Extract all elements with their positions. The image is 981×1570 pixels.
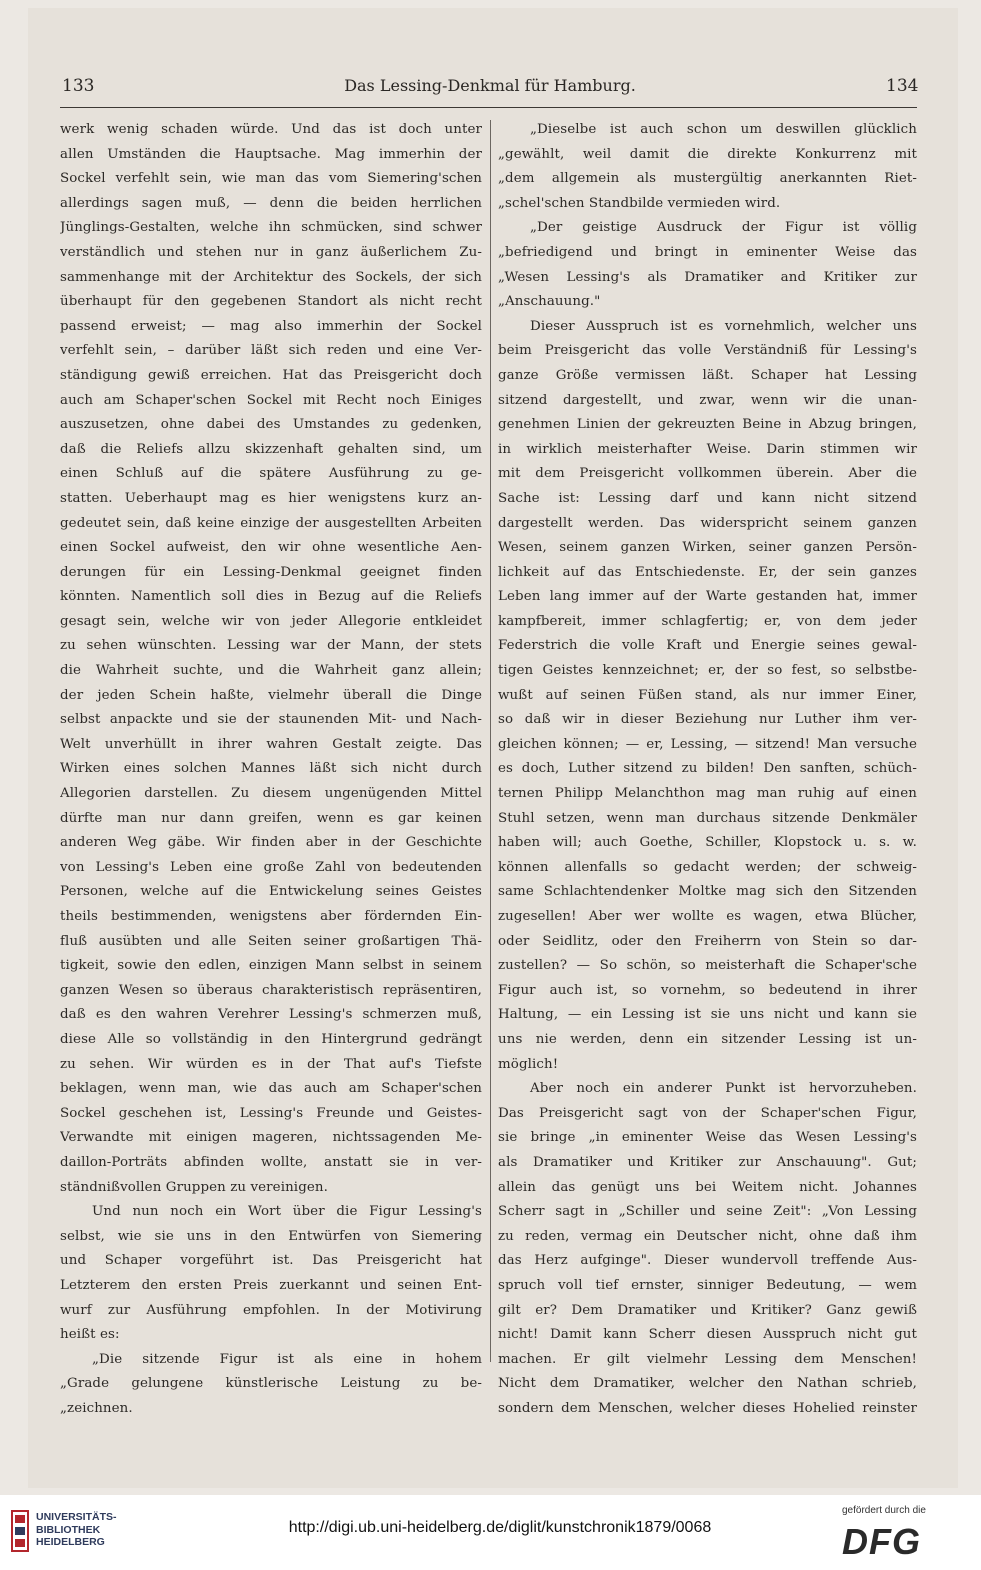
- right-column-line: wußt auf seinen Füßen stand, als nur immer Einer,: [498, 687, 917, 703]
- right-column-line: sitzend dargestellt, und zwar, wenn wir die unan-: [498, 392, 917, 408]
- left-column-line: beklagen, wenn man, wie das auch am Schaper'schen: [60, 1081, 482, 1097]
- right-column-line: Scherr sagt in „Schiller und seine Zeit": „Von Lessing: [498, 1204, 917, 1220]
- university-logo-icon: [10, 1509, 30, 1553]
- right-column-line: Wesen, seinem ganzen Wirken, seiner ganzen Persön-: [498, 540, 917, 556]
- right-column-line: gleichen können; — er, Lessing, — sitzend! Man versuche: [498, 736, 917, 752]
- left-column-line: diese Alle so vollständig in den Hintergrund gedrängt: [60, 1031, 482, 1047]
- left-column-line: der jeden Schein haßte, vielmehr überall die Dinge: [60, 687, 482, 703]
- right-column-line: lichkeit auf das Entschiedenste. Er, der sein ganzes: [498, 564, 917, 580]
- library-name-line: UNIVERSITÄTS-: [36, 1511, 117, 1523]
- right-column-line: Dieser Ausspruch ist es vornehmlich, welcher uns: [530, 318, 917, 334]
- dfg-logo: DFG: [842, 1521, 921, 1562]
- left-column: [60, 118, 482, 1421]
- right-column-line: „befriedigend und bringt in eminenter Weise das: [498, 244, 917, 260]
- left-column-line: Verwandte mit einigen mageren, nichtssagenden Me-: [60, 1130, 482, 1146]
- left-column-line: Sockel geschehen ist, Lessing's Freunde und Geistes-: [60, 1105, 482, 1121]
- right-column-line: uns nie werden, denn ein sitzender Lessing ist un-: [498, 1031, 917, 1047]
- right-column-line: Federstrich die volle Kraft und Energie seines gewal-: [498, 638, 917, 654]
- left-column-line: derungen für ein Lessing-Denkmal geeignet finden: [60, 564, 482, 580]
- left-column-line: und Schaper vorgeführt ist. Das Preisgericht hat: [60, 1253, 482, 1269]
- header-rule: [60, 107, 917, 108]
- right-column-line: sie bringe „in eminenter Weise das Wesen Lessing's: [498, 1130, 917, 1146]
- right-column-line: es doch, Luther sitzend zu bilden! Den sanften, schüch-: [498, 761, 917, 777]
- right-column-line: spruch voll tief ernster, sinniger Bedeutung, — wem: [498, 1277, 917, 1293]
- right-column-line: „dem allgemein als mustergültig anerkannten Riet-: [498, 171, 917, 187]
- right-column-line: „schel'schen Standbilde vermieden wird.: [498, 195, 781, 211]
- left-column-line: ganzen Wesen so überaus charakteristisch repräsentiren,: [60, 982, 482, 998]
- left-column-line: tigkeit, sowie den edlen, einzigen Mann selbst in seinem: [60, 958, 482, 974]
- funding-caption: gefördert durch die: [842, 1505, 926, 1516]
- right-column-line: möglich!: [498, 1056, 559, 1072]
- right-column-line: machen. Er gilt vielmehr Lessing dem Menschen!: [498, 1351, 917, 1367]
- left-column-line: könnten. Namentlich soll dies in Bezug auf die Reliefs: [60, 589, 482, 605]
- right-column-line: „gewählt, weil damit die direkte Konkurrenz mit: [498, 146, 917, 162]
- library-name-line: BIBLIOTHEK: [36, 1523, 101, 1536]
- left-column-line: Letzterem den ersten Preis zuerkannt und seinen Ent-: [60, 1277, 482, 1293]
- right-column-line: „Anschauung.": [498, 294, 601, 310]
- left-column-line: passend erweist; — mag also immerhin der Sockel: [60, 318, 482, 334]
- right-column-line: mit dem Preisgericht vollkommen überein. Aber die: [498, 466, 917, 482]
- left-column-line: zu sehen. Wir würden es in der That auf's Tiefste: [60, 1056, 482, 1072]
- left-column-line: auch am Schaper'schen Sockel mit Recht noch Einiges: [60, 392, 482, 408]
- right-column-line: können allenfalls so gedacht werden; der schweig-: [498, 859, 917, 875]
- left-column-line: theils bestimmenden, wenigstens aber fördernden Ein-: [60, 909, 482, 924]
- left-column-line: statten. Ueberhaupt mag es hier wenigstens kurz an-: [60, 490, 482, 506]
- left-column-line: heißt es:: [60, 1327, 120, 1343]
- source-url-link[interactable]: http://digi.ub.uni-heidelberg.de/diglit/kunstchronik1879/0068: [288, 1519, 712, 1536]
- right-column-line: allein das genügt uns bei Weitem nicht. Johannes: [498, 1179, 917, 1195]
- right-column-line: nicht! Damit kann Scherr diesen Ausspruch nicht gut: [498, 1327, 917, 1343]
- left-column-line: ständigung gewiß erreichen. Hat das Preisgericht doch: [60, 367, 482, 383]
- left-column-line: gedeutet sein, daß keine einzige der ausgestellten Arbeiten: [60, 515, 482, 531]
- right-column-line: ganze Größe vermissen läßt. Schaper hat Lessing: [498, 367, 917, 383]
- right-column-line: oder Seidlitz, oder den Freiherrn von Stein so dar-: [498, 933, 917, 949]
- left-column-line: überhaupt für den gegebenen Standort als nicht recht: [60, 294, 482, 310]
- running-title: Das Lessing-Denkmal für Hamburg.: [344, 76, 636, 95]
- left-column-line: Jünglings-Gestalten, welche ihn schmücken, sind schwer: [60, 220, 482, 236]
- right-column-line: zugesellen! Aber wer wollte es wagen, etwa Blücher,: [498, 909, 917, 924]
- right-column-line: „Wesen Lessing's als Dramatiker and Kritiker zur: [498, 269, 917, 285]
- left-column-line: Und nun noch ein Wort über die Figur Lessing's: [92, 1204, 482, 1220]
- left-column-line: einen Schluß auf die spätere Ausführung zu ge-: [60, 466, 482, 482]
- column-divider: [490, 120, 491, 1362]
- page-number-left: 133: [62, 76, 95, 96]
- right-column-line: dargestellt werden. Das widerspricht seinem ganzen: [498, 515, 917, 531]
- left-column-line: verfehlt sein, – darüber läßt sich reden und eine Ver-: [60, 343, 482, 359]
- left-column-line: von Lessing's Leben eine große Zahl von bedeutenden: [60, 859, 482, 875]
- left-column-line: Personen, welche auf die Entwickelung seines Geistes: [60, 884, 482, 900]
- left-column-line: verständlich und stehen nur in ganz äußerlichem Zu-: [60, 244, 482, 260]
- right-column-line: Stuhl setzen, wenn man durchaus sitzende Denkmäler: [498, 810, 917, 826]
- right-column-line: sondern dem Menschen, welcher dieses Hohelied reinster: [498, 1400, 917, 1416]
- right-column-line: genehmen Linien der gekreuzten Beine in Abzug bringen,: [498, 417, 917, 433]
- left-column-line: zu sehen wünschten. Lessing war der Mann, der stets: [60, 638, 482, 654]
- left-column-line: Allegorien darstellen. Zu diesem ungenügenden Mittel: [60, 786, 482, 802]
- right-column-line: Haltung, — ein Lessing ist sie uns nicht und kann sie: [498, 1007, 917, 1023]
- left-column-line: sammenhange mit der Architektur des Sockels, der sich: [60, 269, 482, 285]
- right-column-line: das Herz aufginge". Dieser wundervoll treffende Aus-: [498, 1253, 917, 1269]
- right-column-line: gilt er? Dem Dramatiker und Kritiker? Ganz gewiß: [498, 1302, 917, 1318]
- left-column-line: selbst anpackte und sie der staunenden Mit- und Nach-: [60, 712, 482, 728]
- right-column-line: same Schlachtendenker Moltke mag sich den Sitzenden: [498, 884, 917, 900]
- right-column: [498, 118, 917, 1421]
- left-column-line: „zeichnen.: [60, 1400, 133, 1416]
- right-column-line: ternen Philipp Melanchthon mag man ruhig auf einen: [498, 786, 917, 802]
- left-column-line: die Wahrheit suchte, und die Wahrheit ganz allein;: [60, 663, 482, 679]
- right-column-line: als Dramatiker und Kritiker zur Anschauung". Gut;: [498, 1154, 917, 1170]
- right-column-line: so daß wir in dieser Beziehung nur Luther ihm ver-: [498, 712, 917, 728]
- left-column-line: dürfte man nur dann greifen, wenn es gar keinen: [60, 810, 482, 826]
- right-column-line: Aber noch ein anderer Punkt ist hervorzuheben.: [530, 1081, 917, 1097]
- right-column-line: zustellen? — So schön, so meisterhaft die Schaper'sche: [498, 958, 917, 974]
- right-column-line: tigen Geistes kennzeichnet; er, der so fest, so selbstbe-: [498, 663, 917, 679]
- left-column-line: selbst, wie sie uns in den Entwürfen von Siemering: [60, 1228, 482, 1244]
- right-column-line: „Dieselbe ist auch schon um deswillen glücklich: [530, 122, 917, 137]
- left-column-line: Welt unverhüllt in ihrer wahren Gestalt zeigte. Das: [60, 736, 482, 752]
- left-column-line: anderen Weg gäbe. Wir finden aber in der Geschichte: [60, 835, 482, 851]
- right-column-line: haben will; auch Goethe, Schiller, Klopstock u. s. w.: [498, 835, 917, 851]
- library-name: [36, 1511, 117, 1549]
- left-column-line: auszusetzen, ohne dabei des Umstandes zu gedenken,: [60, 417, 482, 433]
- right-column-line: in wirklich meisterhafter Weise. Darin stimmen wir: [498, 441, 917, 457]
- right-column-line: Leben lang immer auf der Warte gestanden hat, immer: [498, 589, 917, 605]
- left-column-line: allen Umständen die Hauptsache. Mag immerhin der: [60, 146, 482, 162]
- left-column-line: allerdings sagen muß, — denn die beiden herrlichen: [60, 195, 482, 211]
- left-column-line: werk wenig schaden würde. Und das ist doch unter: [60, 122, 482, 137]
- library-name-line: HEIDELBERG: [36, 1536, 105, 1548]
- right-column-line: Sache ist: Lessing darf und kann nicht sitzend: [498, 490, 917, 506]
- left-column-line: Sockel verfehlt sein, wie man das vom Siemering'schen: [60, 171, 482, 187]
- footer-bar: [0, 1495, 981, 1570]
- left-column-line: gesagt sein, welche wir von jeder Allegorie entkleidet: [60, 613, 482, 629]
- right-column-line: kampfbereit, immer schlagfertig; er, von dem jeder: [498, 613, 917, 629]
- left-column-line: ständnißvollen Gruppen zu vereinigen.: [60, 1179, 328, 1195]
- right-column-line: Das Preisgericht sagt von der Schaper'schen Figur,: [498, 1105, 917, 1121]
- left-column-line: wurf zur Ausführung empfohlen. In der Motivirung: [60, 1302, 482, 1318]
- left-column-line: „Grade gelungene künstlerische Leistung zu be-: [60, 1376, 482, 1392]
- page-number-right: 134: [886, 76, 919, 96]
- left-column-line: Wirken eines solchen Mannes läßt sich nicht durch: [60, 761, 482, 777]
- right-column-line: beim Preisgericht das volle Verständniß für Lessing's: [498, 343, 917, 359]
- right-column-line: „Der geistige Ausdruck der Figur ist völlig: [530, 220, 917, 236]
- right-column-line: Figur auch ist, so vornehm, so bedeutend in ihrer: [498, 982, 917, 998]
- left-column-line: daillon-Porträts abfinden wollte, anstatt sie in ver-: [60, 1154, 482, 1170]
- left-column-line: fluß ausübten und alle Seiten seiner großartigen Thä-: [60, 933, 482, 949]
- left-column-line: daß es den wahren Verehrer Lessing's schmerzen muß,: [60, 1007, 482, 1023]
- right-column-line: Nicht dem Dramatiker, welcher den Nathan schrieb,: [498, 1376, 917, 1392]
- left-column-line: daß die Reliefs allzu skizzenhaft gehalten sind, um: [60, 441, 482, 457]
- left-column-line: einen Sockel aufweist, den wir ohne wesentliche Aen-: [60, 540, 482, 556]
- right-column-line: zu reden, vermag ein Deutscher nicht, ohne daß ihm: [498, 1228, 917, 1244]
- left-column-line: „Die sitzende Figur ist als eine in hohem: [92, 1351, 482, 1367]
